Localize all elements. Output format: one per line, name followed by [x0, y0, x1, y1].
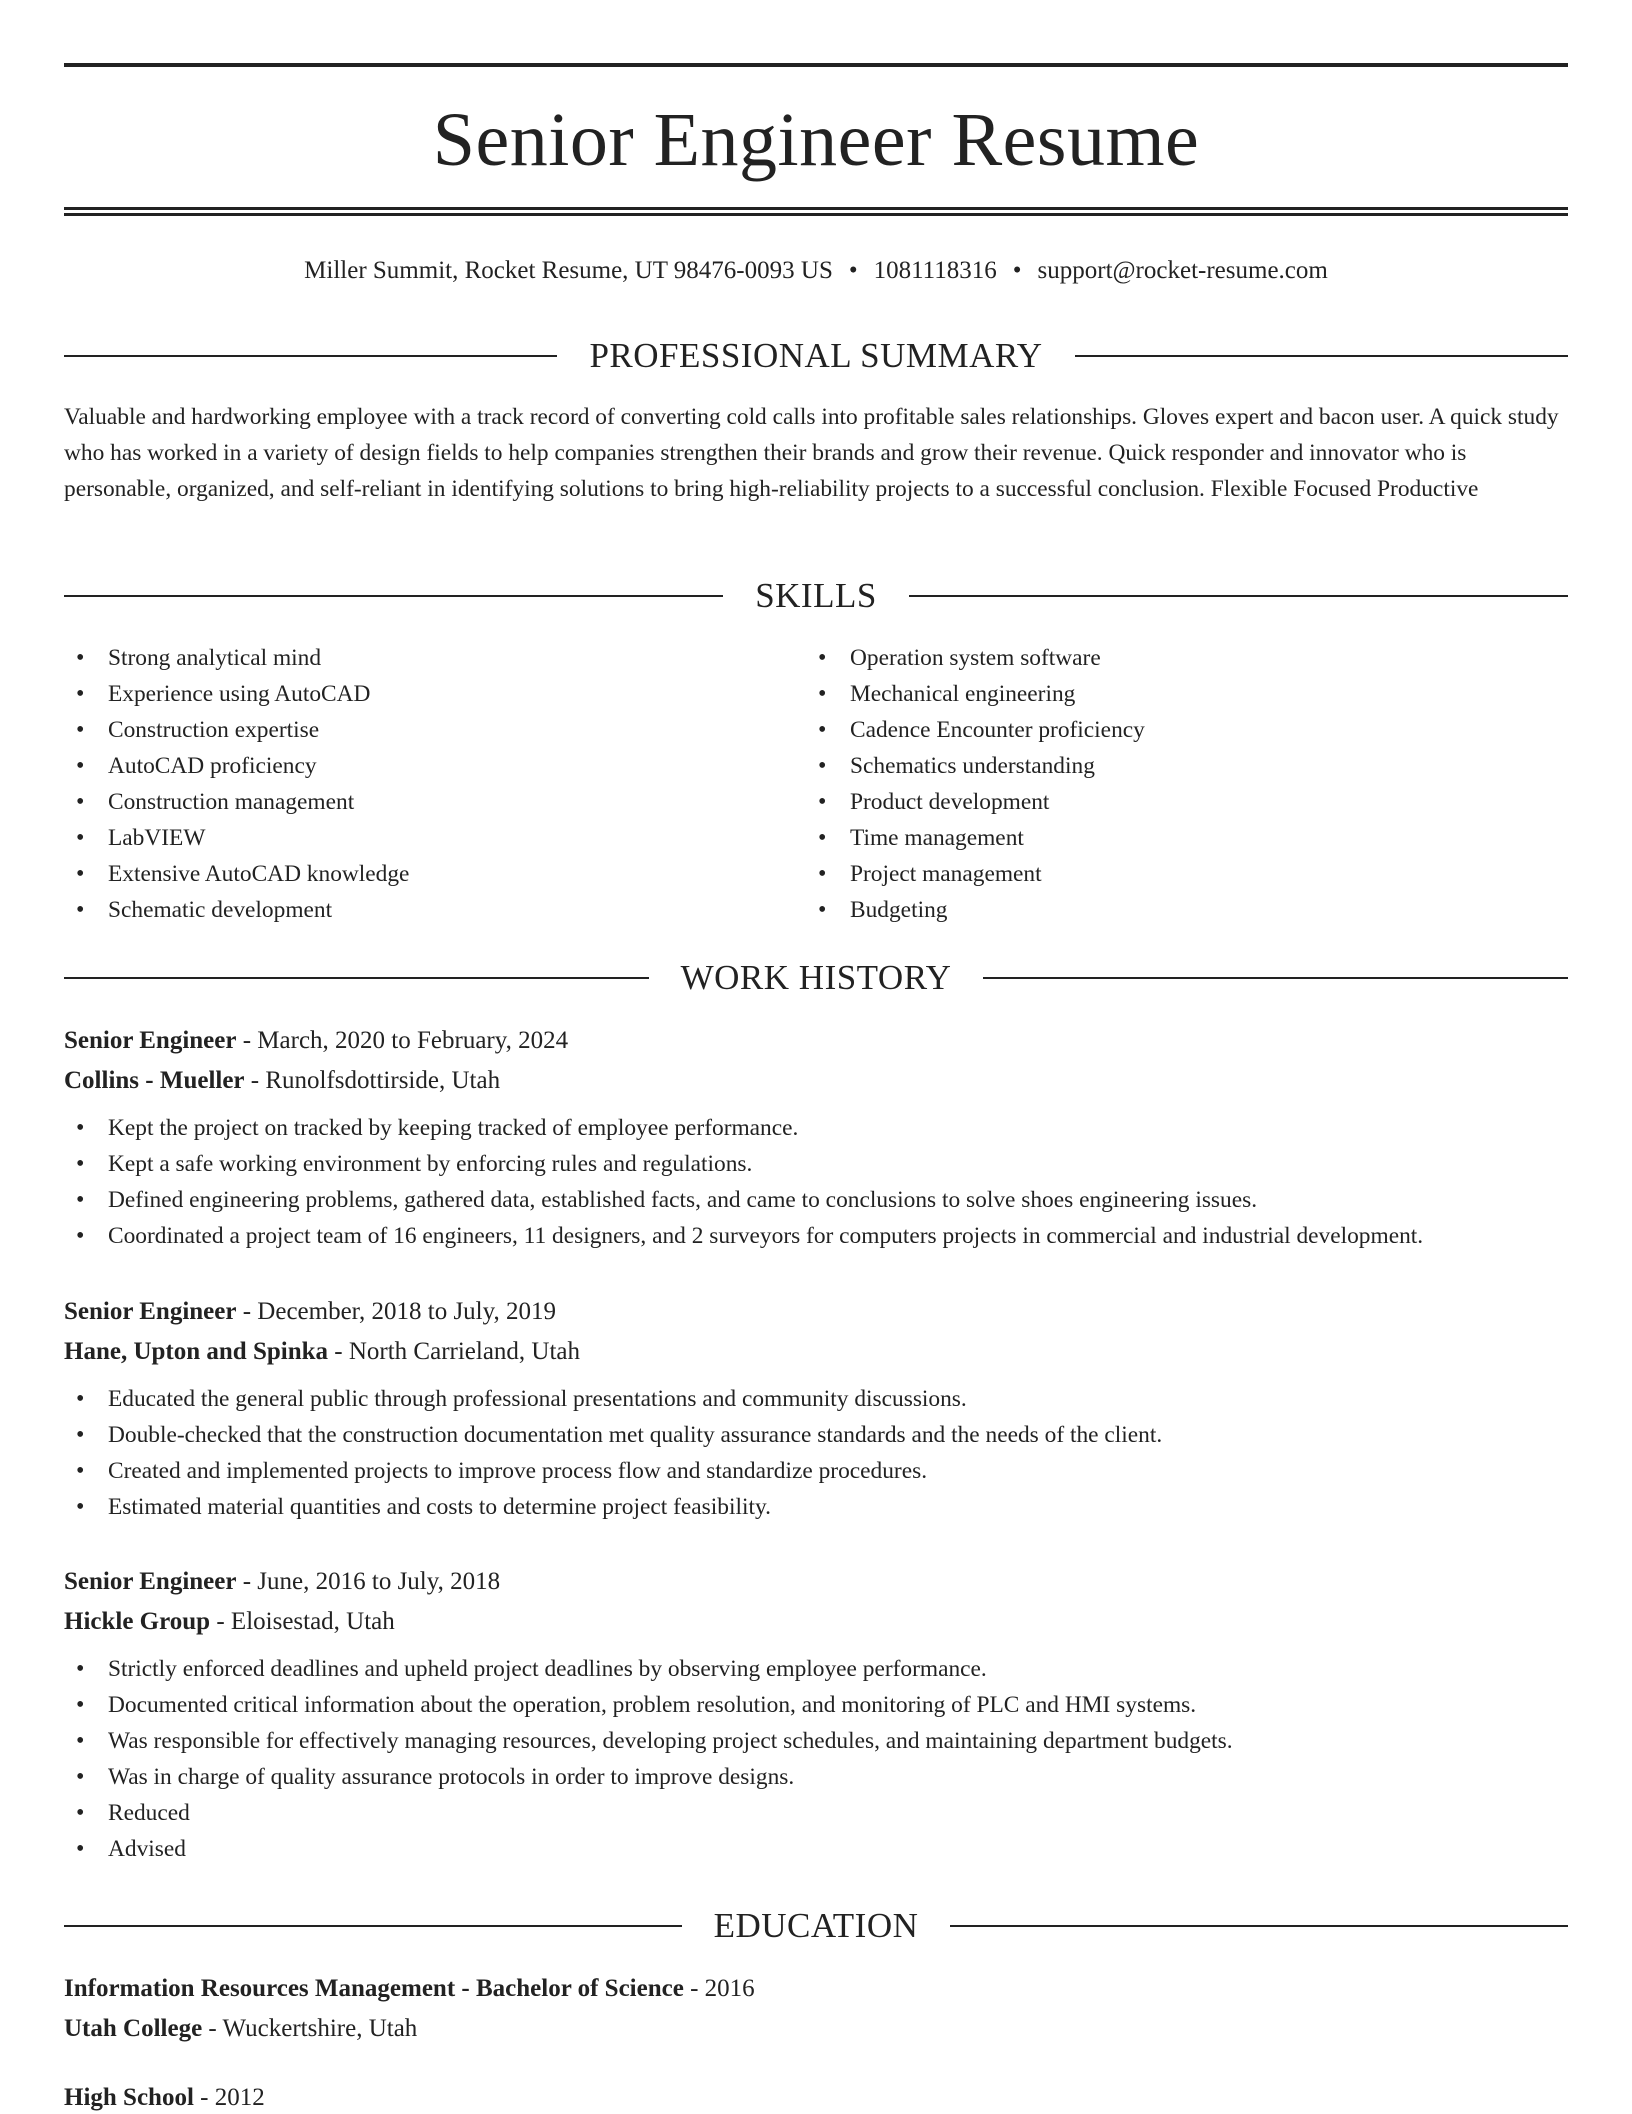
job-bullets [64, 1651, 1568, 1867]
dash: - [236, 1298, 258, 1325]
job-bullet: • Documented critical information about the operation, problem resolution, and monitoring of PLC and HMI systems. [64, 1687, 1568, 1723]
job-bullet: • Defined engineering problems, gathered data, established facts, and came to conclusions to solve shoes engineering issues. [64, 1182, 1568, 1218]
section-title-skills: SKILLS [755, 576, 877, 615]
skill-item: • Product development [806, 784, 1145, 820]
job-company-line [64, 1336, 1568, 1368]
job-entry [64, 1025, 1568, 1254]
job-title-line [64, 1025, 1568, 1057]
education-degree: High School [64, 2084, 194, 2111]
top-rule [64, 63, 1568, 67]
section-heading-work [64, 956, 1568, 1000]
education-entry [64, 2082, 1568, 2114]
dash: - [683, 1975, 705, 2002]
skill-item: • Experience using AutoCAD [64, 676, 409, 712]
contact-email: support@rocket-resume.com [1037, 257, 1328, 284]
skill-item: • Budgeting [806, 892, 1145, 928]
divider [64, 595, 723, 597]
job-dates: June, 2016 to July, 2018 [257, 1568, 501, 1595]
section-heading-skills [64, 574, 1568, 618]
skill-item: • Construction management [64, 784, 409, 820]
job-company: Hickle Group [64, 1608, 211, 1635]
skill-item: • Mechanical engineering [806, 676, 1145, 712]
education-year: 2012 [214, 2084, 265, 2111]
summary-text: Valuable and hardworking employee with a track record of converting cold calls into profitable sales relationships. Gloves expert and bacon user. A quick study who has worked in a variety of design fields to help companies strengthen their brands and grow their revenue. Quick responder and innovator who is personable, organized, and self-reliant in identifying solutions to bring high-reliability projects to a successful conclusion. Flexible Focused Productive [64, 404, 1559, 502]
education-entry [64, 1973, 1568, 2045]
section-heading-summary [64, 334, 1568, 378]
section-title-work: WORK HISTORY [680, 958, 952, 997]
education-school: Utah College [64, 2015, 203, 2042]
divider [909, 595, 1568, 597]
skill-item: • LabVIEW [64, 820, 409, 856]
job-bullet: • Was responsible for effectively managing resources, developing project schedules, and maintaining department budgets. [64, 1723, 1568, 1759]
dash: - [193, 2084, 215, 2111]
contact-separator: • [1012, 257, 1022, 284]
job-location: Runolfsdottirside, Utah [265, 1067, 501, 1094]
skill-item: • Operation system software [806, 640, 1145, 676]
job-bullet: • Reduced [64, 1795, 1568, 1831]
job-bullets [64, 1110, 1568, 1254]
skill-item: • Construction expertise [64, 712, 409, 748]
skill-item: • AutoCAD proficiency [64, 748, 409, 784]
job-bullet: • Coordinated a project team of 16 engineers, 11 designers, and 2 surveyors for computers projects in commercial and industrial development. [64, 1218, 1568, 1254]
job-bullet: • Advised [64, 1831, 1568, 1867]
skill-item: • Extensive AutoCAD knowledge [64, 856, 409, 892]
job-title: Senior Engineer [64, 1298, 237, 1325]
skill-item: • Strong analytical mind [64, 640, 409, 676]
job-company: Hane, Upton and Spinka [64, 1338, 329, 1365]
contact-address: Miller Summit, Rocket Resume, UT 98476-0093 US [304, 257, 833, 284]
education-location: Wuckertshire, Utah [222, 2015, 418, 2042]
job-bullet: • Kept the project on tracked by keeping tracked of employee performance. [64, 1110, 1568, 1146]
job-company-line [64, 1065, 1568, 1097]
job-bullet: • Strictly enforced deadlines and upheld project deadlines by observing employee performance. [64, 1651, 1568, 1687]
job-dates: December, 2018 to July, 2019 [257, 1298, 557, 1325]
job-dates: March, 2020 to February, 2024 [257, 1027, 569, 1054]
job-title-line [64, 1296, 1568, 1328]
job-title: Senior Engineer [64, 1568, 237, 1595]
skill-item: • Schematic development [64, 892, 409, 928]
job-bullet: • Estimated material quantities and costs to determine project feasibility. [64, 1489, 1568, 1525]
education-degree-line [64, 2082, 1568, 2114]
job-company-line [64, 1606, 1568, 1638]
education-year: 2016 [704, 1975, 755, 2002]
job-company: Collins - Mueller [64, 1067, 245, 1094]
contact-phone: 1081118316 [873, 257, 997, 284]
skill-item: • Schematics understanding [806, 748, 1145, 784]
dash: - [236, 1568, 258, 1595]
dash: - [244, 1067, 266, 1094]
dash: - [210, 1608, 231, 1635]
skill-item: • Cadence Encounter proficiency [806, 712, 1145, 748]
job-bullet: • Was in charge of quality assurance protocols in order to improve designs. [64, 1759, 1568, 1795]
contact-line [64, 255, 1568, 287]
job-bullets [64, 1381, 1568, 1525]
skill-item: • Project management [806, 856, 1145, 892]
job-title-line [64, 1566, 1568, 1598]
job-location: Eloisestad, Utah [230, 1608, 395, 1635]
divider [983, 977, 1568, 979]
education-school-line [64, 2013, 1568, 2045]
education-degree-line [64, 1973, 1568, 2005]
education-degree: Information Resources Management - Bachelor of Science [64, 1975, 684, 2002]
dash: - [236, 1027, 258, 1054]
job-bullet: • Created and implemented projects to improve process flow and standardize procedures. [64, 1453, 1568, 1489]
section-title-summary: PROFESSIONAL SUMMARY [589, 336, 1043, 375]
title-double-rule [64, 207, 1568, 216]
job-entry [64, 1566, 1568, 1867]
job-bullet: • Kept a safe working environment by enforcing rules and regulations. [64, 1146, 1568, 1182]
skill-item: • Time management [806, 820, 1145, 856]
job-entry [64, 1296, 1568, 1525]
job-bullet: • Double-checked that the construction documentation met quality assurance standards and the needs of the client. [64, 1417, 1568, 1453]
divider [64, 977, 649, 979]
contact-separator: • [848, 257, 858, 284]
skills-list-right [806, 640, 1145, 928]
divider [950, 1925, 1568, 1927]
section-title-education: EDUCATION [713, 1906, 919, 1945]
job-title: Senior Engineer [64, 1027, 237, 1054]
divider [1075, 355, 1568, 357]
dash: - [202, 2015, 223, 2042]
skills-list-left [64, 640, 409, 928]
divider [64, 1925, 682, 1927]
job-bullet: • Educated the general public through professional presentations and community discussions. [64, 1381, 1568, 1417]
job-location: North Carrieland, Utah [348, 1338, 581, 1365]
page-title: Senior Engineer Resume [432, 98, 1200, 182]
divider [64, 355, 557, 357]
dash: - [328, 1338, 349, 1365]
section-heading-education [64, 1904, 1568, 1948]
